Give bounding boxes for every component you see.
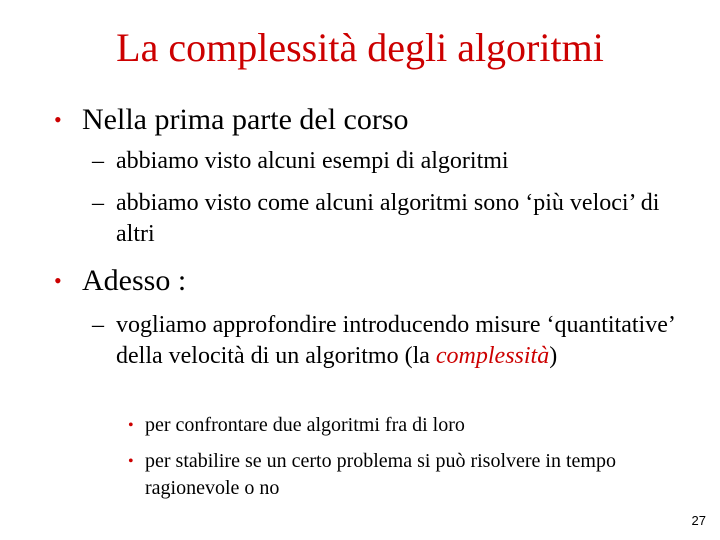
- page-number: 27: [691, 513, 706, 528]
- sub-item-text-before: vogliamo approfondire introducendo misure ‘quantitative’ della velocità di un algoritmo (la: [116, 312, 675, 369]
- sub-item-text-after: ): [549, 343, 558, 369]
- sub-sub-item-text: per confrontare due algoritmi fra di loro: [145, 414, 465, 436]
- slide-title: La complessità degli algoritmi: [116, 25, 604, 70]
- dash-icon: –: [92, 190, 104, 216]
- bullet-text: Adesso :: [82, 264, 187, 297]
- bullet-icon: •: [128, 453, 134, 470]
- sub-sub-item-text: per stabilire se un certo problema si può risolvere in tempo ragionevole o no: [145, 450, 616, 499]
- dash-icon: –: [92, 148, 104, 174]
- emphasis-word: complessità: [435, 343, 550, 369]
- dash-icon: –: [92, 312, 104, 338]
- sub-item-text: abbiamo visto come alcuni algoritmi sono ‘più veloci’ di altri: [116, 190, 660, 247]
- bullet-icon: •: [128, 417, 134, 434]
- bullet-text: Nella prima parte del corso: [82, 103, 409, 136]
- sub-item-text: [116, 310, 676, 372]
- sub-item-text: abbiamo visto alcuni esempi di algoritmi: [116, 148, 509, 174]
- bullet-icon: •: [54, 268, 62, 293]
- bullet-icon: •: [54, 107, 62, 132]
